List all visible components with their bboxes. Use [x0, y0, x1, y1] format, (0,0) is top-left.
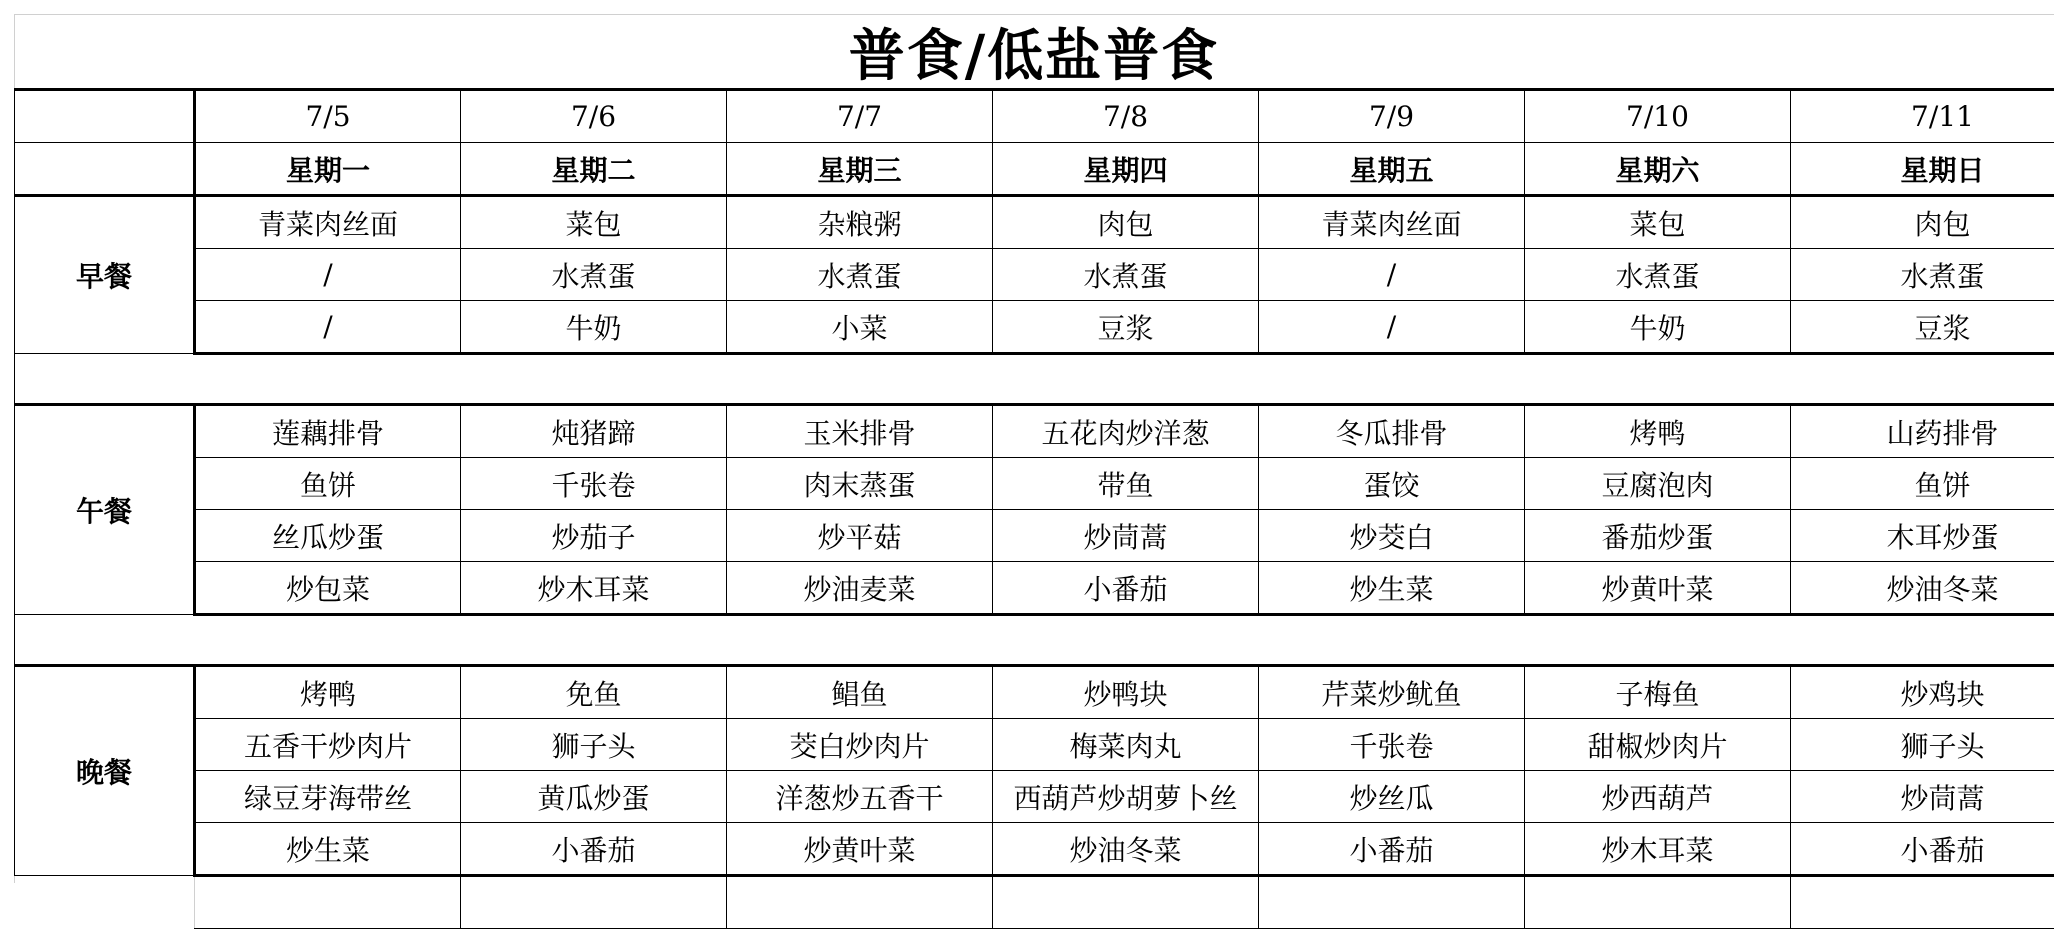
menu-cell[interactable]: 炒黄叶菜: [1525, 562, 1791, 615]
menu-cell[interactable]: 小菜: [727, 301, 993, 354]
menu-cell[interactable]: 牛奶: [1525, 301, 1791, 354]
menu-cell[interactable]: 番茄炒蛋: [1525, 510, 1791, 562]
menu-cell[interactable]: 肉包: [993, 196, 1259, 249]
menu-cell[interactable]: 水煮蛋: [1791, 249, 2054, 301]
weekday-cell[interactable]: 星期三: [727, 143, 993, 196]
menu-cell[interactable]: 烤鸭: [1525, 405, 1791, 458]
dinner-label[interactable]: 晚餐: [15, 666, 195, 876]
breakfast-row: [15, 249, 2054, 301]
date-cell[interactable]: 7/7: [727, 90, 993, 143]
date-cell[interactable]: 7/10: [1525, 90, 1791, 143]
menu-cell[interactable]: 青菜肉丝面: [195, 196, 461, 249]
empty-cell[interactable]: [1259, 876, 1525, 929]
spacer-cell[interactable]: [15, 354, 2054, 405]
lunch-row: [15, 405, 2054, 458]
menu-cell[interactable]: 炒茼蒿: [1791, 771, 2054, 823]
menu-title: 普食/低盐普食: [14, 15, 2054, 88]
menu-cell[interactable]: 木耳炒蛋: [1791, 510, 2054, 562]
menu-cell[interactable]: 玉米排骨: [727, 405, 993, 458]
weekday-cell[interactable]: 星期二: [461, 143, 727, 196]
menu-cell[interactable]: 炒黄叶菜: [727, 823, 993, 876]
menu-cell[interactable]: 狮子头: [461, 719, 727, 771]
breakfast-row: [15, 196, 2054, 249]
menu-cell[interactable]: 冬瓜排骨: [1259, 405, 1525, 458]
lunch-row: [15, 562, 2054, 615]
menu-cell[interactable]: 炒鸡块: [1791, 666, 2054, 719]
date-cell[interactable]: 7/6: [461, 90, 727, 143]
weekday-cell[interactable]: 星期一: [195, 143, 461, 196]
weekday-row: [15, 143, 2054, 196]
empty-cell[interactable]: [461, 876, 727, 929]
menu-cell[interactable]: /: [1259, 301, 1525, 354]
menu-cell[interactable]: 梅菜肉丸: [993, 719, 1259, 771]
empty-cell[interactable]: [993, 876, 1259, 929]
date-cell[interactable]: 7/11: [1791, 90, 2054, 143]
menu-cell[interactable]: 鱼饼: [1791, 458, 2054, 510]
menu-cell[interactable]: 洋葱炒五香干: [727, 771, 993, 823]
menu-cell[interactable]: 小番茄: [993, 562, 1259, 615]
menu-cell[interactable]: 五花肉炒洋葱: [993, 405, 1259, 458]
menu-cell[interactable]: 千张卷: [461, 458, 727, 510]
menu-cell[interactable]: 炒生菜: [1259, 562, 1525, 615]
weekday-cell[interactable]: 星期五: [1259, 143, 1525, 196]
date-cell[interactable]: 7/9: [1259, 90, 1525, 143]
empty-cell[interactable]: [15, 876, 195, 929]
corner-cell[interactable]: [15, 143, 195, 196]
menu-cell[interactable]: 黄瓜炒蛋: [461, 771, 727, 823]
menu-cell[interactable]: 水煮蛋: [1525, 249, 1791, 301]
weekday-cell[interactable]: 星期日: [1791, 143, 2054, 196]
dinner-row: [15, 771, 2054, 823]
menu-cell[interactable]: 炒油冬菜: [993, 823, 1259, 876]
menu-cell[interactable]: 青菜肉丝面: [1259, 196, 1525, 249]
empty-cell[interactable]: [1791, 876, 2054, 929]
empty-cell[interactable]: [1525, 876, 1791, 929]
menu-cell[interactable]: 山药排骨: [1791, 405, 2054, 458]
menu-cell[interactable]: 带鱼: [993, 458, 1259, 510]
menu-cell[interactable]: 肉包: [1791, 196, 2054, 249]
menu-cell[interactable]: 水煮蛋: [461, 249, 727, 301]
breakfast-row: [15, 301, 2054, 354]
dinner-row: [15, 719, 2054, 771]
date-row: [15, 90, 2054, 143]
menu-cell[interactable]: 炒油冬菜: [1791, 562, 2054, 615]
menu-cell[interactable]: /: [195, 301, 461, 354]
empty-row: [15, 876, 2054, 929]
menu-cell[interactable]: 丝瓜炒蛋: [195, 510, 461, 562]
menu-cell[interactable]: 免鱼: [461, 666, 727, 719]
menu-cell[interactable]: 炒鸭块: [993, 666, 1259, 719]
weekly-menu-table: [14, 88, 2054, 929]
menu-cell[interactable]: 千张卷: [1259, 719, 1525, 771]
menu-cell[interactable]: 杂粮粥: [727, 196, 993, 249]
menu-cell[interactable]: 甜椒炒肉片: [1525, 719, 1791, 771]
menu-cell[interactable]: 西葫芦炒胡萝卜丝: [993, 771, 1259, 823]
menu-cell[interactable]: 小番茄: [1791, 823, 2054, 876]
menu-cell[interactable]: 茭白炒肉片: [727, 719, 993, 771]
menu-cell[interactable]: 莲藕排骨: [195, 405, 461, 458]
date-cell[interactable]: 7/5: [195, 90, 461, 143]
menu-cell[interactable]: 芹菜炒鱿鱼: [1259, 666, 1525, 719]
menu-cell[interactable]: /: [1259, 249, 1525, 301]
menu-cell[interactable]: 牛奶: [461, 301, 727, 354]
menu-cell[interactable]: 炒木耳菜: [1525, 823, 1791, 876]
menu-cell[interactable]: 水煮蛋: [993, 249, 1259, 301]
menu-cell[interactable]: 小番茄: [461, 823, 727, 876]
menu-cell[interactable]: 炒油麦菜: [727, 562, 993, 615]
corner-cell[interactable]: [15, 90, 195, 143]
empty-cell[interactable]: [727, 876, 993, 929]
lunch-row: [15, 510, 2054, 562]
menu-cell[interactable]: 炒平菇: [727, 510, 993, 562]
dinner-row: [15, 823, 2054, 876]
menu-cell[interactable]: 炒茄子: [461, 510, 727, 562]
menu-cell[interactable]: 狮子头: [1791, 719, 2054, 771]
spacer-cell[interactable]: [15, 615, 2054, 666]
menu-cell[interactable]: 小番茄: [1259, 823, 1525, 876]
menu-cell[interactable]: 绿豆芽海带丝: [195, 771, 461, 823]
dinner-row: [15, 666, 2054, 719]
menu-cell[interactable]: 鱼饼: [195, 458, 461, 510]
date-cell[interactable]: 7/8: [993, 90, 1259, 143]
menu-cell[interactable]: 水煮蛋: [727, 249, 993, 301]
empty-cell[interactable]: [195, 876, 461, 929]
menu-cell[interactable]: 炒茼蒿: [993, 510, 1259, 562]
menu-cell[interactable]: 五香干炒肉片: [195, 719, 461, 771]
menu-cell[interactable]: 菜包: [461, 196, 727, 249]
spacer-row: [15, 354, 2054, 405]
menu-cell[interactable]: 子梅鱼: [1525, 666, 1791, 719]
menu-cell[interactable]: 炒茭白: [1259, 510, 1525, 562]
menu-cell[interactable]: 炒生菜: [195, 823, 461, 876]
menu-cell[interactable]: 豆浆: [1791, 301, 2054, 354]
menu-cell[interactable]: 蛋饺: [1259, 458, 1525, 510]
menu-cell[interactable]: 炒木耳菜: [461, 562, 727, 615]
menu-cell[interactable]: 炖猪蹄: [461, 405, 727, 458]
menu-cell[interactable]: 炒丝瓜: [1259, 771, 1525, 823]
weekday-cell[interactable]: 星期六: [1525, 143, 1791, 196]
menu-cell[interactable]: /: [195, 249, 461, 301]
menu-cell[interactable]: 肉末蒸蛋: [727, 458, 993, 510]
lunch-row: [15, 458, 2054, 510]
menu-cell[interactable]: 豆浆: [993, 301, 1259, 354]
breakfast-label[interactable]: 早餐: [15, 196, 195, 354]
menu-cell[interactable]: 豆腐泡肉: [1525, 458, 1791, 510]
menu-cell[interactable]: 炒西葫芦: [1525, 771, 1791, 823]
menu-cell[interactable]: 炒包菜: [195, 562, 461, 615]
menu-cell[interactable]: 菜包: [1525, 196, 1791, 249]
spacer-row: [15, 615, 2054, 666]
menu-cell[interactable]: 烤鸭: [195, 666, 461, 719]
lunch-label[interactable]: 午餐: [15, 405, 195, 615]
menu-cell[interactable]: 鲳鱼: [727, 666, 993, 719]
weekday-cell[interactable]: 星期四: [993, 143, 1259, 196]
